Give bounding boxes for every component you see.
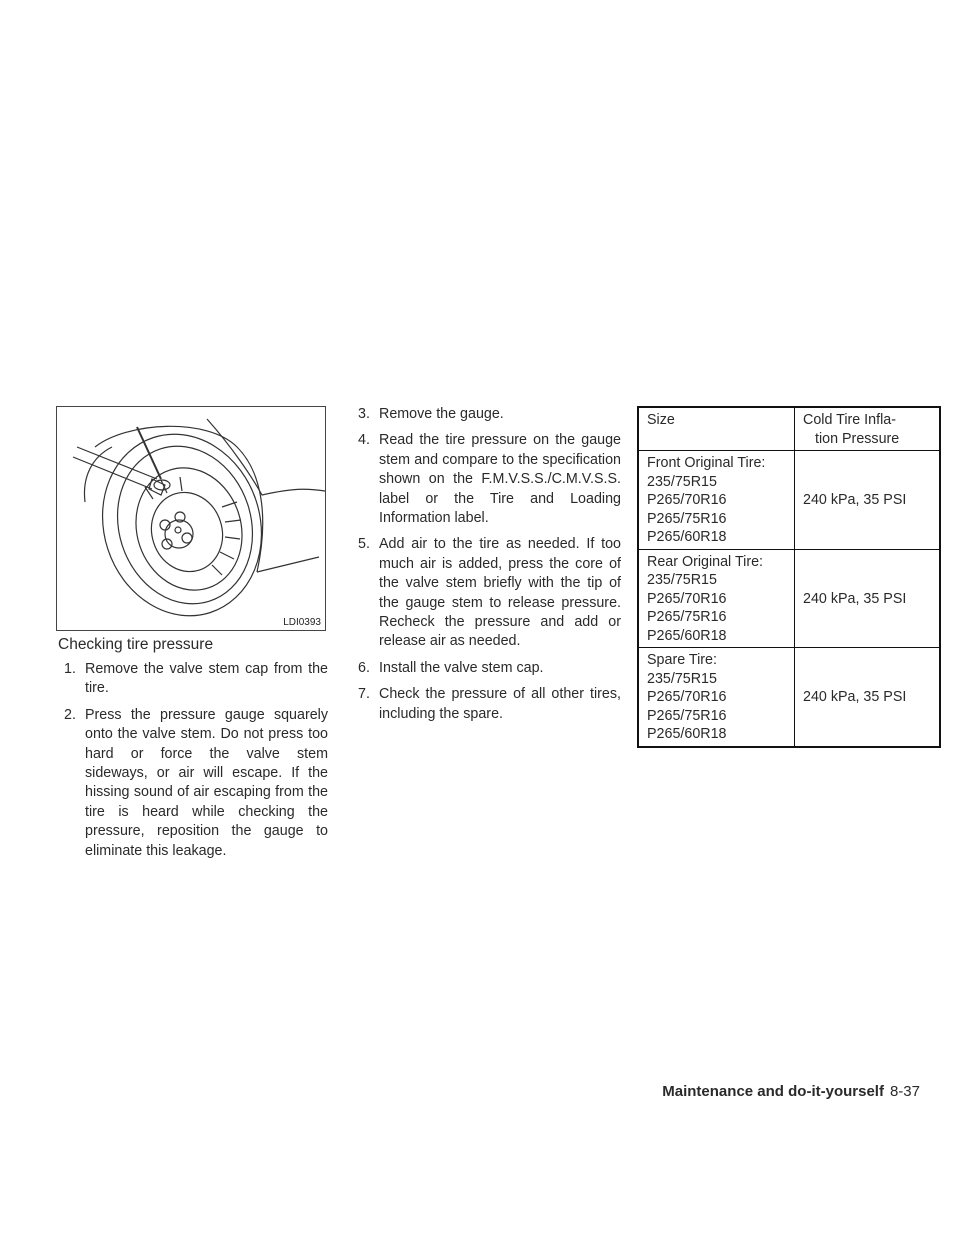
tire-size: P265/75R16: [647, 707, 727, 724]
step-number: 3.: [358, 406, 370, 422]
tire-size: 235/75R15: [647, 572, 717, 588]
section-heading: Checking tire pressure: [58, 636, 214, 653]
pressure-value: 240 kPa, 35 PSI: [795, 451, 941, 550]
tire-size: P265/60R18: [647, 627, 727, 644]
step-text: Install the valve stem cap.: [379, 659, 544, 676]
step-item: [358, 685, 621, 724]
footer-section-title: Maintenance and do-it-yourself: [662, 1083, 884, 1100]
tire-pressure-illustration: [56, 406, 326, 631]
step-item: [64, 660, 328, 699]
step-number: 5.: [358, 536, 370, 553]
page-number: 8-37: [889, 1083, 920, 1100]
step-text: Remove the gauge.: [379, 406, 504, 422]
step-item: [358, 405, 621, 424]
tire-size: P265/75R16: [647, 609, 727, 625]
header-size: Size: [638, 407, 795, 451]
tire-size: P265/75R16: [647, 510, 727, 527]
table-row: [638, 648, 940, 747]
tire-size-cell: [638, 648, 795, 747]
tire-size: 235/75R15: [647, 473, 717, 490]
tire-gauge-drawing: [57, 407, 325, 630]
tire-position-label: Rear Original Tire:: [647, 553, 764, 570]
tire-size: P265/60R18: [647, 726, 727, 742]
tire-size: P265/70R16: [647, 492, 727, 508]
table-row: [638, 549, 940, 648]
header-pressure-line2: tion Pressure: [815, 430, 900, 447]
steps-list-col2: [358, 405, 621, 731]
step-number: 1.: [64, 661, 76, 677]
tire-size: P265/60R18: [647, 529, 727, 545]
step-text: Check the pressure of all other tires, including the spare.: [379, 686, 621, 722]
step-number: 2.: [64, 706, 76, 723]
table-header-row: [638, 407, 940, 451]
step-number: 6.: [358, 659, 370, 676]
figure-label: LDI0393: [283, 617, 321, 628]
step-item: [64, 706, 328, 861]
pressure-value: 240 kPa, 35 PSI: [795, 549, 941, 648]
step-item: [358, 431, 621, 528]
tire-size-cell: [638, 549, 795, 648]
step-text: Remove the valve stem cap from the tire.: [85, 661, 328, 697]
page-footer: [662, 1083, 920, 1100]
tire-size: P265/70R16: [647, 689, 727, 705]
tire-pressure-table: [637, 406, 941, 748]
step-text: Read the tire pressure on the gauge stem and compare to the specification shown on the F.M.V.S.S./C.M.V.S.S. label or the Tire and Loading Information label.: [379, 432, 621, 527]
tire-size: 235/75R15: [647, 670, 717, 687]
step-item: [358, 535, 621, 651]
tire-size: P265/70R16: [647, 590, 727, 607]
step-text: Press the pressure gauge squarely onto the valve stem. Do not press too hard or force the valve stem sideways, or air will escape. If the hissing sound of air escaping from the tire is heard while checking the pressure, reposition the gauge to eliminate this leakage.: [85, 706, 328, 859]
tire-position-label: Spare Tire:: [647, 652, 717, 668]
step-number: 4.: [358, 432, 370, 449]
tire-size-cell: [638, 451, 795, 550]
tire-position-label: Front Original Tire:: [647, 455, 766, 471]
pressure-value: 240 kPa, 35 PSI: [795, 648, 941, 747]
steps-list-col1: [64, 660, 328, 868]
header-pressure: [795, 407, 941, 451]
step-item: [358, 659, 621, 678]
step-number: 7.: [358, 686, 370, 703]
table-row: [638, 451, 940, 550]
step-text: Add air to the tire as needed. If too much air is added, press the core of the valve stem briefly with the tip of the gauge stem to release pressure. Recheck the pressure and add or release air as needed.: [379, 536, 621, 650]
header-pressure-line1: Cold Tire Infla-: [803, 412, 896, 428]
